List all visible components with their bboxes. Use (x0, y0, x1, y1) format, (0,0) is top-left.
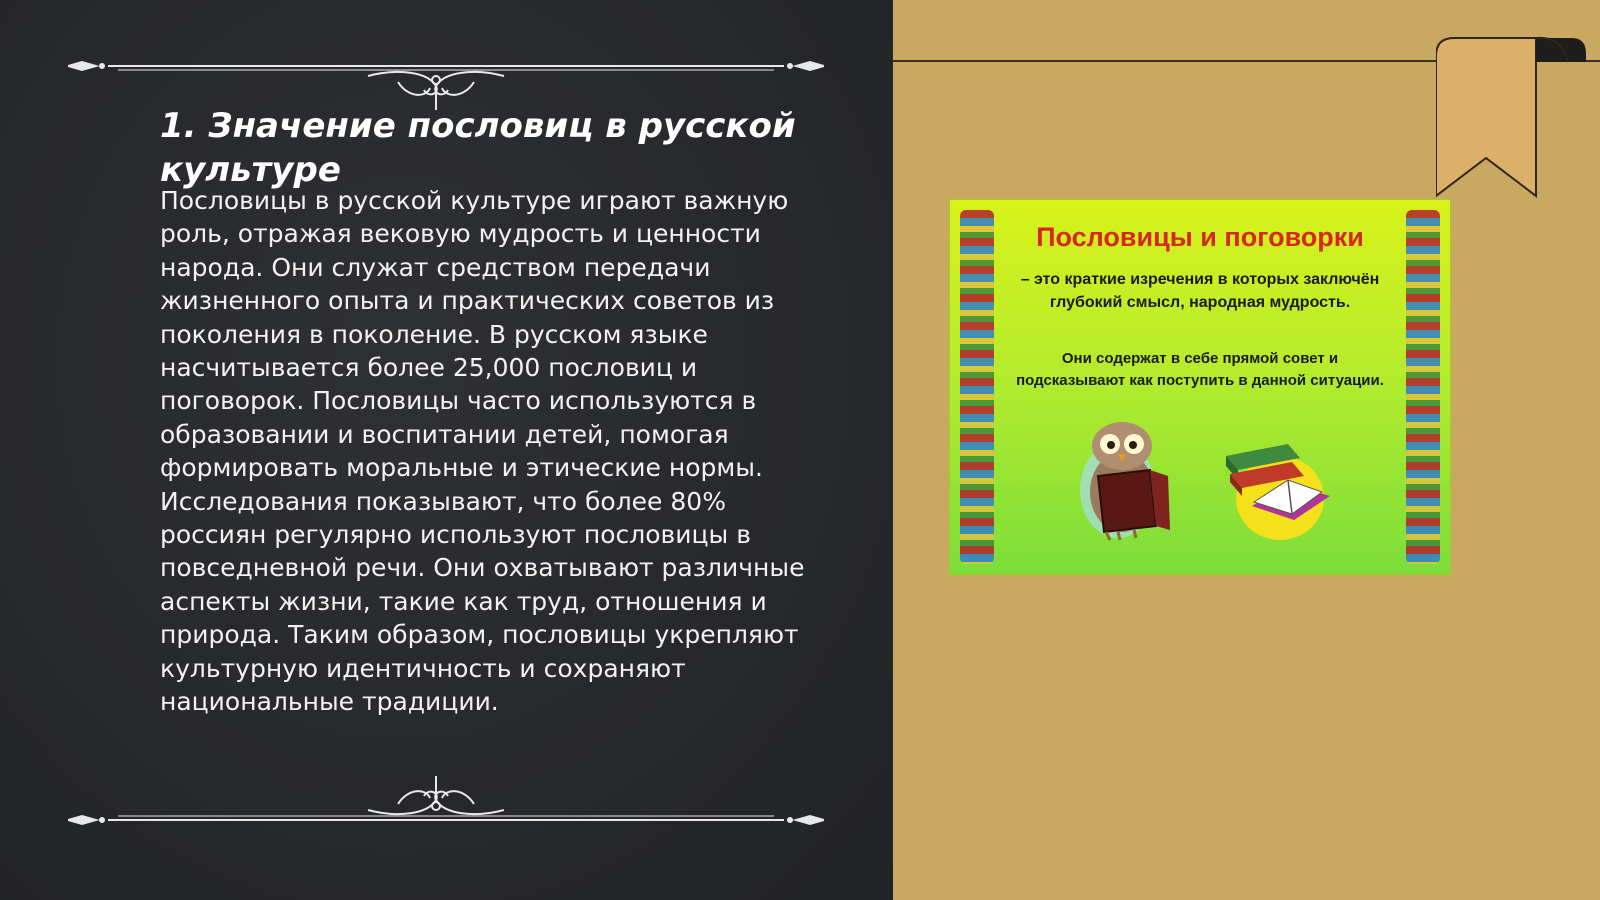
bottom-ornament-icon (68, 772, 824, 828)
right-ornamental-border-icon (1406, 210, 1440, 564)
card-definition-text: – это краткие изречения в которых заключён глубокий смысл, народная мудрость. (1020, 271, 1380, 311)
card-heading: Пословицы и поговорки (1036, 222, 1364, 252)
card-advice-text: Они содержат в себе прямой совет и подсказывают как поступить в данной ситуации. (1016, 350, 1384, 389)
owl-reading-illustration-icon (1058, 406, 1198, 546)
proverbs-info-card (950, 200, 1450, 574)
slide-title: 1. Значение пословиц в русской культуре (160, 106, 796, 190)
books-illustration-icon (1218, 436, 1348, 546)
slide-body-text: Пословицы в русской культуре играют важную роль, отражая вековую мудрость и ценности народа. Они служат средством передачи жизненного опыта и практических советов из поколения в поколение. В русском языке насчитывается более 25,000 пословиц и поговорок. Пословицы часто используются в образовании и воспитании детей, помогая формировать моральные и этические нормы. Исследования показывают, что более 80% россиян регулярно используют пословицы в повседневной речи. Они охватывают различные аспекты жизни, такие как труд, отношения и природа. Таким образом, пословицы укрепляют культурную идентичность и сохраняют национальные традиции. (160, 186, 805, 717)
left-ornamental-border-icon (960, 210, 994, 564)
bookmark-ribbon-icon (1436, 36, 1600, 200)
